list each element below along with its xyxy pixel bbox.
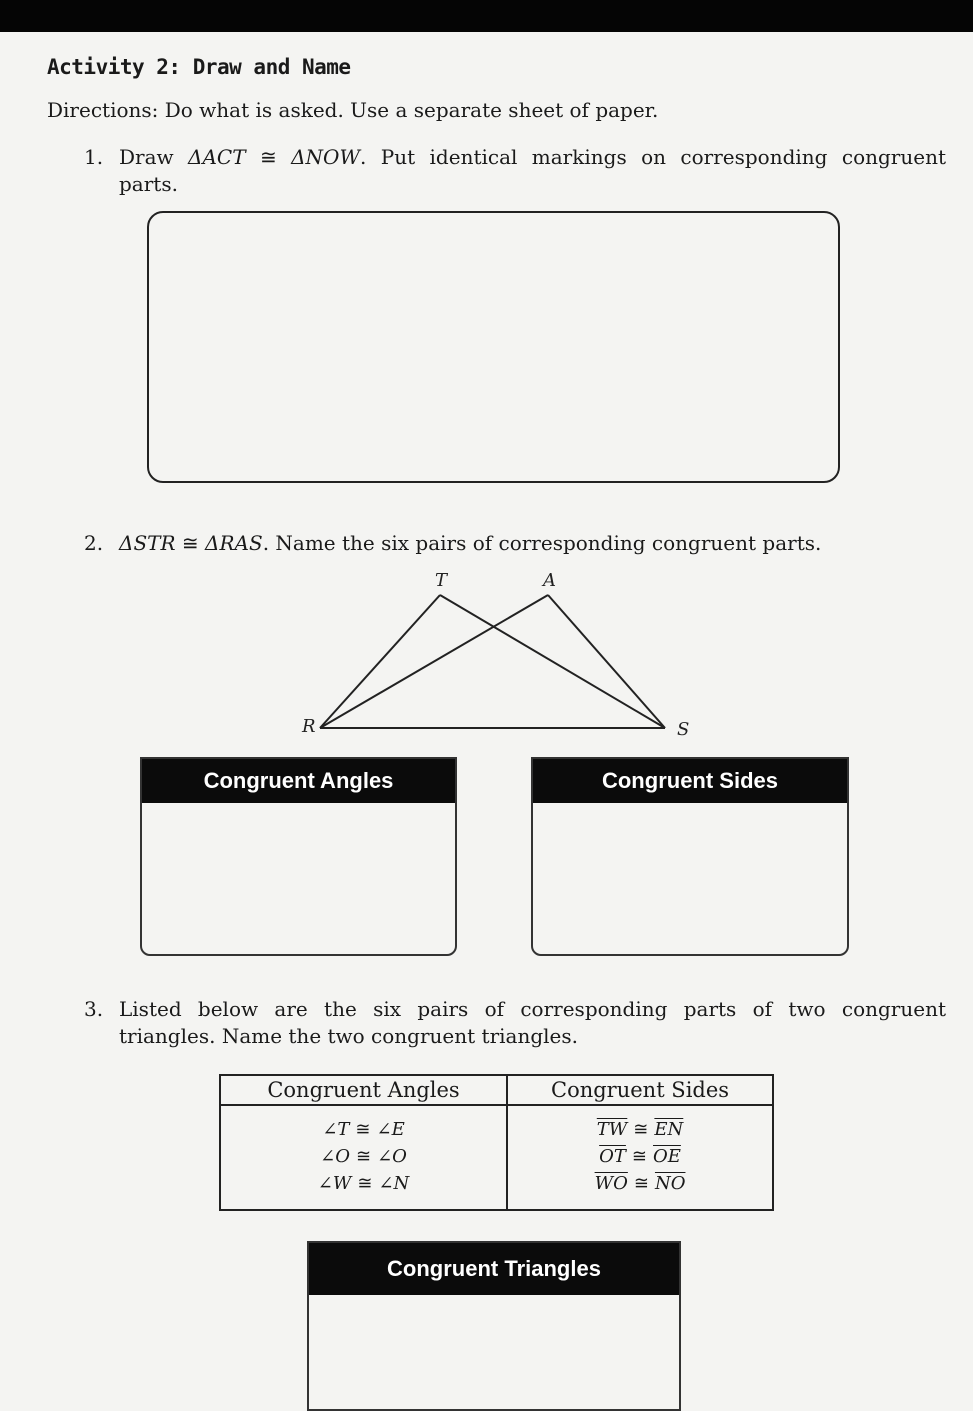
item-2-text: ΔSTR ≅ ΔRAS. Name the six pairs of corresponding congruent parts.	[119, 531, 822, 555]
item-2	[84, 530, 944, 557]
side-pairs-cell	[507, 1105, 773, 1210]
vertex-label-r: R	[302, 716, 316, 737]
item-1	[84, 144, 946, 198]
angle-pairs-cell	[220, 1105, 507, 1210]
segment-ra	[320, 595, 548, 728]
vertex-label-t: T	[435, 570, 448, 591]
side-pair: $\overline{WO}$ ≅ $\overline{NO}$	[594, 1173, 686, 1194]
item-1-continuation: parts.	[119, 172, 178, 196]
segment-rt	[320, 595, 440, 728]
item-number: 3.	[84, 997, 104, 1021]
item-1-text: Draw ΔACT ≅ ΔNOW. Put identical markings on corresponding congruent	[119, 145, 946, 169]
directions: Directions: Do what is asked. Use a separate sheet of paper.	[47, 98, 659, 122]
item-3	[84, 996, 946, 1050]
table-header-angles: Congruent Angles	[220, 1075, 507, 1105]
congruent-angles-box[interactable]	[140, 757, 457, 956]
angle-pair: ∠O ≅ ∠O	[320, 1146, 407, 1167]
triangle-figure	[290, 565, 710, 745]
congruent-angles-header: Congruent Angles	[142, 759, 455, 803]
congruent-triangles-header: Congruent Triangles	[309, 1243, 679, 1295]
congruent-sides-box[interactable]	[531, 757, 849, 956]
angle-pair: ∠T ≅ ∠E	[322, 1119, 405, 1140]
triangle-name: ΔRAS	[205, 531, 263, 555]
segment-ts	[440, 595, 665, 728]
top-dark-bar	[0, 0, 973, 32]
given-parts-table	[219, 1074, 774, 1211]
segment-as	[548, 595, 665, 728]
vertex-label-a: A	[543, 570, 556, 591]
item-number: 1.	[84, 145, 104, 169]
triangle-name: ΔNOW	[291, 145, 361, 169]
activity-title: Activity 2: Draw and Name	[47, 55, 351, 79]
item-3-text: Listed below are the six pairs of corresponding parts of two congruent triangles. Name the two congruent triangles.	[119, 997, 946, 1048]
angle-pair: ∠W ≅ ∠N	[317, 1173, 410, 1194]
item-number: 2.	[84, 531, 104, 555]
drawing-area[interactable]	[147, 211, 840, 483]
triangle-name: ΔSTR	[119, 531, 176, 555]
side-pair: $\overline{TW}$ ≅ $\overline{EN}$	[596, 1119, 684, 1140]
table-header-sides: Congruent Sides	[507, 1075, 773, 1105]
triangle-name: ΔACT	[188, 145, 246, 169]
vertex-label-s: S	[677, 719, 690, 740]
congruent-sides-header: Congruent Sides	[533, 759, 847, 803]
side-pair: $\overline{OT}$ ≅ $\overline{OE}$	[599, 1146, 681, 1167]
